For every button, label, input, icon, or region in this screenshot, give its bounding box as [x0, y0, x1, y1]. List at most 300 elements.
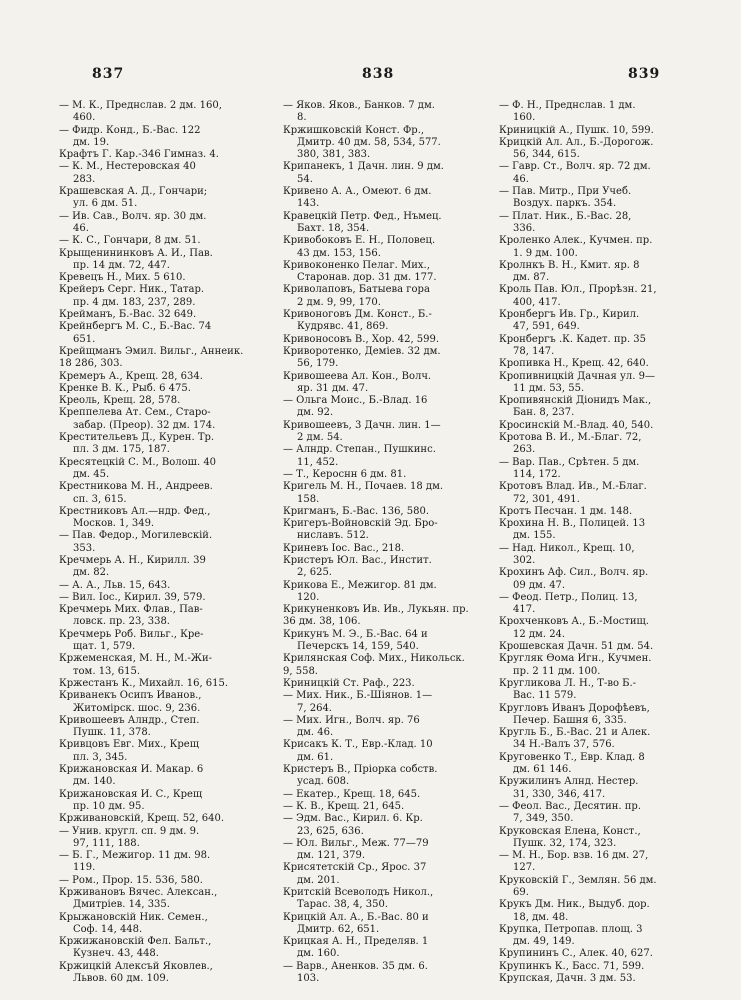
entry-line: Крижановская И. С., Крещ	[59, 788, 203, 800]
entry-continuation: ул. 6 дм. 51.	[73, 198, 138, 210]
directory-entry	[499, 641, 691, 653]
entry-line: Крейманъ, Б.-Вас. 32 649.	[59, 309, 197, 321]
entry-line: — Феол. Вас., Десятин. пр.	[499, 800, 641, 812]
directory-entry	[59, 936, 255, 961]
entry-line: Крестительевъ Д., Курен. Тр.	[59, 432, 215, 444]
directory-entry	[283, 789, 475, 801]
directory-entry	[499, 678, 691, 703]
entry-continuation: 160.	[513, 112, 536, 124]
entry-continuation: Кудрявс. 41, 869.	[297, 321, 389, 333]
directory-entry	[499, 973, 691, 985]
directory-entry	[499, 334, 691, 359]
entry-line: Крупининъ С., Алек. 40, 627.	[499, 948, 653, 960]
entry-line: Крестникова М. Н., Андреев.	[59, 481, 213, 493]
directory-entry	[283, 395, 475, 420]
directory-entry	[283, 309, 475, 334]
entry-continuation: Кузнеч. 43, 448.	[73, 948, 159, 960]
directory-entry	[59, 211, 255, 236]
directory-entry	[283, 186, 475, 211]
entry-line: Крживановскій, Крещ. 52, 640.	[59, 813, 225, 825]
entry-continuation: 69.	[513, 887, 529, 898]
entry-line: Кристеръ В., Пріорка собств.	[283, 764, 438, 776]
entry-line: — Над. Никол., Крещ. 10,	[499, 542, 635, 554]
directory-entry	[59, 715, 255, 740]
entry-line: Кропивянскій Діонидъ Мак.,	[499, 395, 652, 407]
entry-line: Криневъ Іос. Вас., 218.	[283, 542, 405, 554]
entry-continuation: 1. 9 дм. 100.	[513, 247, 578, 259]
directory-entry	[59, 383, 255, 395]
entry-continuation: 72, 301, 491.	[513, 493, 580, 505]
entry-continuation: усад. 608.	[297, 776, 350, 788]
entry-continuation: Дмитріев. 14, 335.	[73, 899, 170, 911]
entry-continuation: 114, 172.	[513, 468, 561, 480]
directory-entry	[59, 850, 255, 875]
directory-entry	[59, 272, 255, 284]
directory-entry	[59, 739, 255, 764]
entry-line: Крижановская И. Макар. 6	[59, 764, 204, 776]
entry-line: Крукъ Дм. Ник., Выдуб. дор.	[499, 899, 650, 911]
directory-entry	[499, 481, 691, 506]
entry-line: Крицкій Ал. Ал., Б.-Дорогож.	[499, 136, 654, 148]
entry-continuation: дм. 92.	[297, 407, 334, 419]
directory-entry	[59, 875, 255, 887]
directory-entry	[499, 961, 691, 973]
entry-continuation: Старонав. дор. 31 дм. 177.	[297, 272, 437, 284]
directory-entry	[283, 629, 475, 654]
entry-line: Крейнбергъ М. С., Б.-Вас. 74	[59, 321, 212, 333]
entry-line: — К. М., Нестеровская 40	[59, 161, 196, 173]
entry-line: Крживановъ Вячес. Алексан.,	[59, 887, 218, 898]
entry-continuation: 11, 452.	[297, 456, 339, 468]
entry-continuation: 09 дм. 47.	[513, 579, 566, 591]
directory-entry	[59, 346, 255, 371]
entry-continuation: Москов. 1, 349.	[73, 518, 155, 530]
directory-entry	[283, 506, 475, 518]
directory-entry	[283, 284, 475, 309]
directory-entry	[499, 727, 691, 752]
entry-continuation: Соф. 14, 448.	[73, 923, 143, 935]
entry-continuation: 143.	[297, 198, 320, 210]
entry-line: Крупская, Дачн. 3 дм. 53.	[499, 973, 636, 985]
entry-line: — Алндр. Степан., Пушкинс.	[283, 444, 436, 456]
directory-entry	[59, 432, 255, 457]
directory-entry	[499, 616, 691, 641]
directory-entry	[283, 961, 475, 986]
directory-entry	[499, 518, 691, 543]
entry-line: Кречмерь Роб. Вильг., Кре-	[59, 628, 204, 640]
directory-entry	[499, 875, 691, 900]
entry-line: Круковскій Г., Землян. 56 дм.	[499, 874, 657, 886]
directory-entry	[499, 703, 691, 728]
directory-entry	[499, 924, 691, 949]
entry-line: Кривошеевъ, 3 Дачн. лин. 1—	[283, 419, 441, 431]
entry-line: Крохченковъ А., Б.-Мостищ.	[499, 616, 649, 628]
directory-entry	[283, 469, 475, 481]
entry-continuation: щат. 1, 579.	[73, 641, 136, 653]
directory-entry	[283, 801, 475, 813]
entry-line: Крикунъ М. Э., Б.-Вас. 64 и	[283, 628, 428, 640]
entry-continuation: 43 дм. 153, 156.	[297, 247, 381, 259]
directory-entry	[283, 125, 475, 162]
column-right	[499, 100, 691, 985]
entry-continuation: дм. 155.	[513, 530, 556, 542]
entry-continuation: дм. 19.	[73, 136, 110, 148]
directory-entry	[59, 125, 255, 150]
entry-line: Крикова Е., Межигор. 81 дм.	[283, 579, 437, 591]
entry-line: — Ив. Сав., Волч. яр. 30 дм.	[59, 210, 207, 222]
entry-continuation: дм. 140.	[73, 776, 116, 788]
directory-entry	[59, 764, 255, 789]
entry-line: — Мих. Ник., Б.-Шіянов. 1—	[283, 690, 433, 702]
column-middle	[283, 100, 475, 985]
directory-entry	[499, 395, 691, 420]
directory-entry	[59, 592, 255, 604]
entry-continuation: Пушк. 11, 378.	[73, 727, 151, 739]
entry-continuation: Дмитр. 62, 651.	[297, 923, 380, 935]
entry-line: Кросинскій М.-Влад. 40, 540.	[499, 419, 654, 431]
entry-line: Крохинъ Аф. Сил., Волч. яр.	[499, 567, 649, 579]
entry-line: — М. Н., Бор. взв. 16 дм. 27,	[499, 850, 649, 862]
directory-entry	[59, 604, 255, 629]
entry-line: — Екатер., Крещ. 18, 645.	[283, 788, 421, 800]
page-number-right: 839	[628, 66, 661, 82]
entry-continuation: 56, 179.	[297, 358, 339, 370]
entry-line: Кречмерь А. Н., Кирилл. 39	[59, 554, 206, 566]
directory-entry	[283, 235, 475, 260]
entry-line: Кржестанъ К., Михайл. 16, 615.	[59, 677, 229, 689]
directory-entry	[283, 543, 475, 555]
entry-continuation: 460.	[73, 112, 96, 124]
entry-line: Криницкій А., Пушк. 10, 599.	[499, 124, 654, 136]
entry-continuation: сп. 3, 615.	[73, 493, 127, 505]
directory-entry	[283, 838, 475, 863]
entry-line: Кротъ Песчан. 1 дм. 148.	[499, 505, 633, 517]
entry-continuation: дм. 61.	[297, 751, 334, 763]
entry-continuation: Вас. 11 579.	[513, 690, 577, 702]
entry-line: Кривошеевъ Алндр., Степ.	[59, 714, 200, 726]
entry-line: Кржишковскій Конст. Фр.,	[283, 124, 425, 136]
entry-line: Крашевская А. Д., Гончари;	[59, 186, 208, 198]
directory-entry	[499, 137, 691, 162]
directory-entry	[283, 862, 475, 887]
entry-continuation: Пушк. 32, 174, 323.	[513, 837, 617, 849]
entry-line: — Ром., Прор. 15. 536, 580.	[59, 874, 203, 886]
entry-line: Крафтъ Г. Кар.-346 Гимназ. 4.	[59, 149, 219, 161]
directory-entry	[283, 887, 475, 912]
entry-line: Кругловъ Иванъ Дорофѣевъ,	[499, 702, 650, 714]
directory-entry	[499, 211, 691, 236]
entry-continuation: 651.	[73, 333, 96, 345]
entry-continuation: 8.	[297, 112, 307, 124]
entry-continuation: 23, 625, 636.	[297, 825, 364, 837]
directory-entry	[499, 653, 691, 678]
directory-entry	[283, 518, 475, 543]
entry-continuation: забар. (Преор). 32 дм. 174.	[73, 419, 216, 431]
directory-entry	[499, 592, 691, 617]
entry-line: Криницкій Ст. Раф., 223.	[283, 677, 415, 689]
entry-line: Кречмерь Мих. Флав., Пав-	[59, 604, 203, 616]
directory-entry	[499, 260, 691, 285]
entry-line: — Эдм. Вас., Кирил. 6. Кр.	[283, 813, 423, 825]
entry-continuation: Воздух. паркъ. 354.	[513, 198, 617, 210]
entry-continuation: пр. 2 11 дм. 100.	[513, 665, 601, 677]
entry-line: Кристеръ Юл. Вас., Инстит.	[283, 554, 432, 566]
entry-continuation: Печер. Башня 6, 335.	[513, 714, 627, 726]
entry-line: Кругль Б., Б.-Вас. 21 и Алек.	[499, 727, 651, 739]
directory-entry	[283, 444, 475, 469]
entry-line: Кригманъ, Б.-Вас. 136, 580.	[283, 505, 430, 517]
entry-continuation: 283.	[73, 173, 96, 185]
directory-entry	[283, 690, 475, 715]
entry-line: Кроль Пав. Юл., Прорѣзн. 21,	[499, 284, 657, 296]
entry-line: Кролнкъ В. Н., Кмит. яр. 8	[499, 259, 640, 271]
entry-line: Кронбергъ Ив. Гр., Кирил.	[499, 309, 640, 321]
entry-continuation: 12 дм. 24.	[513, 628, 566, 640]
directory-entry	[59, 481, 255, 506]
entry-line: Критскій Всеволодъ Никол.,	[283, 887, 434, 898]
entry-continuation: Львов. 60 дм. 109.	[73, 973, 169, 985]
directory-entry	[59, 407, 255, 432]
entry-line: Кржеменская, М. Н., М.-Жи-	[59, 653, 213, 665]
directory-entry	[499, 358, 691, 370]
entry-line: Кротова В. И., М.-Благ. 72,	[499, 432, 642, 444]
entry-line: — Мих. Игн., Волч. яр. 76	[283, 714, 420, 726]
directory-entry	[59, 912, 255, 937]
entry-continuation: 78, 147.	[513, 345, 555, 357]
entry-line: — Фидр. Конд., Б.-Вас. 122	[59, 124, 201, 136]
entry-line: Кротовъ Влад. Ив., М.-Благ.	[499, 481, 647, 493]
directory-entry	[59, 887, 255, 912]
entry-continuation: ниславъ. 512.	[297, 530, 369, 542]
directory-entry	[499, 432, 691, 457]
directory-entry	[283, 346, 475, 371]
entry-line: — Феод. Петр., Полиц. 13,	[499, 591, 638, 603]
entry-line: Крисакъ К. Т., Евр.-Клад. 10	[283, 739, 433, 751]
directory-entry	[283, 653, 475, 678]
entry-line: Крупка, Петропав. площ. 3	[499, 923, 643, 935]
entry-continuation: 7, 349, 350.	[513, 813, 574, 825]
entry-line: Криванекъ Осипъ Иванов.,	[59, 690, 202, 702]
entry-line: Кремеръ А., Крещ. 28, 634.	[59, 370, 203, 382]
entry-continuation: 302.	[513, 554, 536, 566]
directory-entry	[59, 371, 255, 383]
entry-continuation: 2, 625.	[297, 567, 332, 579]
entry-line: Криворотенко, Деміев. 32 дм.	[283, 345, 441, 357]
directory-entry	[499, 284, 691, 309]
entry-continuation: 46.	[513, 173, 529, 185]
entry-continuation: дм. 45.	[73, 468, 110, 480]
entry-line: Кревецъ Н., Мих. 5 610.	[59, 272, 186, 284]
directory-entry	[283, 100, 475, 125]
entry-continuation: 46.	[73, 222, 89, 234]
entry-continuation: 11 дм. 53, 55.	[513, 382, 585, 394]
directory-entry	[283, 739, 475, 764]
directory-entry	[59, 678, 255, 690]
directory-entry	[499, 801, 691, 826]
entry-line: Крипанекъ, 1 Дачн. лин. 9 дм.	[283, 161, 444, 173]
directory-entry	[283, 161, 475, 186]
directory-entry	[499, 543, 691, 568]
entry-line: Кривоконенко Пелаг. Мих.,	[283, 259, 430, 271]
entry-line: Кропивка Н., Крещ. 42, 640.	[499, 358, 649, 370]
entry-continuation: том. 13, 615.	[73, 665, 141, 677]
directory-entry	[59, 284, 255, 309]
directory-entry	[59, 580, 255, 592]
entry-line: — Ф. Н., Преднслав. 1 дм.	[499, 100, 636, 111]
directory-entry	[59, 813, 255, 825]
directory-entry	[283, 555, 475, 580]
entry-line: Круговенко Т., Евр. Клад. 8	[499, 751, 645, 763]
entry-line: Креоль, Крещ. 28, 578.	[59, 395, 181, 407]
column-left	[59, 100, 255, 985]
directory-entry	[59, 555, 255, 580]
entry-continuation: дм. 121, 379.	[297, 850, 366, 862]
directory-entry	[499, 161, 691, 186]
entry-line: — Гавр. Ст., Волч. яр. 72 дм.	[499, 161, 651, 173]
directory-entry	[499, 850, 691, 875]
directory-entry	[499, 752, 691, 777]
entry-continuation: 2 дм. 9, 99, 170.	[297, 296, 381, 308]
entry-continuation: дм. 201.	[297, 874, 340, 886]
directory-entry	[283, 764, 475, 789]
entry-line: Крицкій Ал. А., Б.-Вас. 80 и	[283, 911, 429, 923]
entry-continuation: 34 Н.-Валъ 37, 576.	[513, 739, 615, 751]
entry-line: Креппелева Ат. Сем., Старо-	[59, 407, 211, 419]
directory-entry	[499, 125, 691, 137]
directory-entry	[59, 629, 255, 654]
entry-continuation: пл. 3 дм. 175, 187.	[73, 444, 170, 456]
entry-continuation: 2 дм. 54.	[297, 432, 343, 444]
entry-line: — Ольга Моис., Б.-Влад. 16	[283, 395, 428, 407]
entry-continuation: дм. 82.	[73, 567, 110, 579]
directory-entry	[499, 899, 691, 924]
entry-line: — Варв., Аненков. 35 дм. 6.	[283, 960, 428, 972]
entry-line: — Яков. Яков., Банков. 7 дм.	[283, 100, 435, 111]
entry-line: Крисятетскій Ср., Ярос. 37	[283, 862, 427, 874]
directory-entry	[59, 235, 255, 247]
directory-entry	[59, 690, 255, 715]
entry-line: Кругляк Ѳома Игн., Кучмен.	[499, 653, 652, 665]
entry-line: Кривошеева Ал. Кон., Волч.	[283, 370, 432, 382]
entry-line: Кронбергъ .К. Кадет. пр. 35	[499, 333, 647, 345]
entry-line: Кригеръ-Войновскій Эд. Бро-	[283, 518, 438, 530]
entry-line: — Пав. Федор., Могилевскій.	[59, 530, 213, 542]
entry-line: — Юл. Вильг., Меж. 77—79	[283, 837, 429, 849]
entry-continuation: Бан. 8, 237.	[513, 407, 575, 419]
directory-entry	[283, 211, 475, 236]
directory-entry	[59, 100, 255, 125]
entry-continuation: 353.	[73, 542, 96, 554]
entry-line: Криволаповъ, Батыева гора	[283, 284, 430, 296]
entry-continuation: яр. 31 дм. 47.	[297, 382, 369, 394]
entry-continuation: дм. 87.	[513, 272, 550, 284]
directory-entry	[283, 604, 475, 629]
entry-continuation: 263.	[513, 444, 536, 456]
entry-line: Крупинкъ К., Басс. 71, 599.	[499, 960, 645, 972]
directory-entry	[59, 961, 255, 986]
entry-line: Кропивницкій Дачная ул. 9—	[499, 370, 655, 382]
entry-line: — Вар. Пав., Срѣтен. 5 дм.	[499, 456, 640, 468]
entry-continuation: Тарас. 38, 4, 350.	[297, 899, 389, 911]
directory-entry	[499, 186, 691, 211]
directory-entry	[59, 457, 255, 482]
entry-line: Круковская Елена, Конст.,	[499, 825, 641, 837]
directory-entry	[499, 309, 691, 334]
entry-line: Кругликова Л. Н., Т-во Б.-	[499, 677, 637, 689]
directory-entry	[283, 936, 475, 961]
entry-continuation: 417.	[513, 604, 536, 616]
entry-continuation: 380, 381, 383.	[297, 149, 371, 161]
directory-entry	[59, 161, 255, 186]
directory-entry	[59, 186, 255, 211]
entry-continuation: 158.	[297, 493, 320, 505]
entry-continuation: 97, 111, 188.	[73, 837, 140, 849]
entry-line: — А. А., Льв. 15, 643.	[59, 579, 171, 591]
entry-continuation: дм. 46.	[297, 727, 334, 739]
entry-line: Крилянская Соф. Мих., Никольск. 9, 558.	[283, 653, 465, 677]
directory-entry	[59, 506, 255, 531]
directory-entry	[283, 371, 475, 396]
entry-line: Кружилинъ Алнд. Нестер.	[499, 776, 639, 788]
directory-entry	[499, 457, 691, 482]
directory-entry	[499, 776, 691, 801]
directory-entry	[283, 580, 475, 605]
directory-entry	[283, 912, 475, 937]
directory-entry	[59, 321, 255, 346]
entry-line: Крицкая А. Н., Пределяв. 1	[283, 936, 429, 948]
entry-line: — Пав. Митр., При Учеб.	[499, 186, 632, 198]
entry-continuation: 127.	[513, 862, 536, 874]
entry-line: — К. С., Гончари, 8 дм. 51.	[59, 235, 201, 247]
entry-continuation: пр. 14 дм. 72, 447.	[73, 259, 170, 271]
entry-line: Крохина Н. В., Полицей. 13	[499, 518, 646, 530]
entry-line: Крыщенининковъ А. И., Пав.	[59, 247, 213, 259]
entry-continuation: 103.	[297, 973, 320, 985]
entry-continuation: пл. 3, 345.	[73, 751, 128, 763]
entry-continuation: 47, 591, 649.	[513, 321, 580, 333]
entry-continuation: пр. 4 дм. 183, 237, 289.	[73, 296, 196, 308]
entry-line: — Унив. кругл. сп. 9 дм. 9.	[59, 825, 200, 837]
directory-entry	[499, 420, 691, 432]
entry-continuation: ловск. пр. 23, 338.	[73, 616, 170, 628]
entry-continuation: 119.	[73, 862, 96, 874]
entry-line: Кржижановскій Фел. Бальт.,	[59, 936, 212, 948]
entry-line: Крикуненковъ Ив. Ив., Лукьян. пр. 36 дм. 38, 106.	[283, 604, 469, 628]
entry-continuation: дм. 61 146.	[513, 764, 572, 776]
directory-entry	[499, 235, 691, 260]
entry-line: Кривено А. А., Омеют. 6 дм.	[283, 186, 432, 198]
entry-line: Кресятецкій С. М., Волош. 40	[59, 456, 217, 468]
entry-line: Крейщманъ Эмил. Вильг., Аннеик. 18 286, 303.	[59, 345, 244, 370]
entry-line: Крейеръ Серг. Ник., Татар.	[59, 284, 205, 296]
directory-entry	[499, 371, 691, 396]
entry-continuation: пр. 10 дм. 95.	[73, 800, 145, 812]
entry-continuation: дм. 49, 149.	[513, 936, 575, 948]
directory-entry	[499, 506, 691, 518]
entry-continuation: 400, 417.	[513, 296, 561, 308]
entry-line: Кривоноговъ Дм. Конст., Б.-	[283, 309, 432, 321]
entry-line: Кривцовъ Евг. Мих., Крещ	[59, 739, 200, 751]
entry-line: Крыжановскій Ник. Семен.,	[59, 911, 208, 923]
entry-line: Кривобоковъ Е. Н., Половец.	[283, 235, 436, 247]
entry-line: — Плат. Ник., Б.-Вас. 28,	[499, 210, 632, 222]
page-number-center: 838	[362, 66, 395, 82]
entry-line: — Т., Кероснн 6 дм. 81.	[283, 468, 407, 480]
directory-entry	[283, 260, 475, 285]
directory-entry	[59, 149, 255, 161]
entry-line: Кржицкій Алексъй Яковлев.,	[59, 960, 213, 972]
directory-entry	[59, 826, 255, 851]
